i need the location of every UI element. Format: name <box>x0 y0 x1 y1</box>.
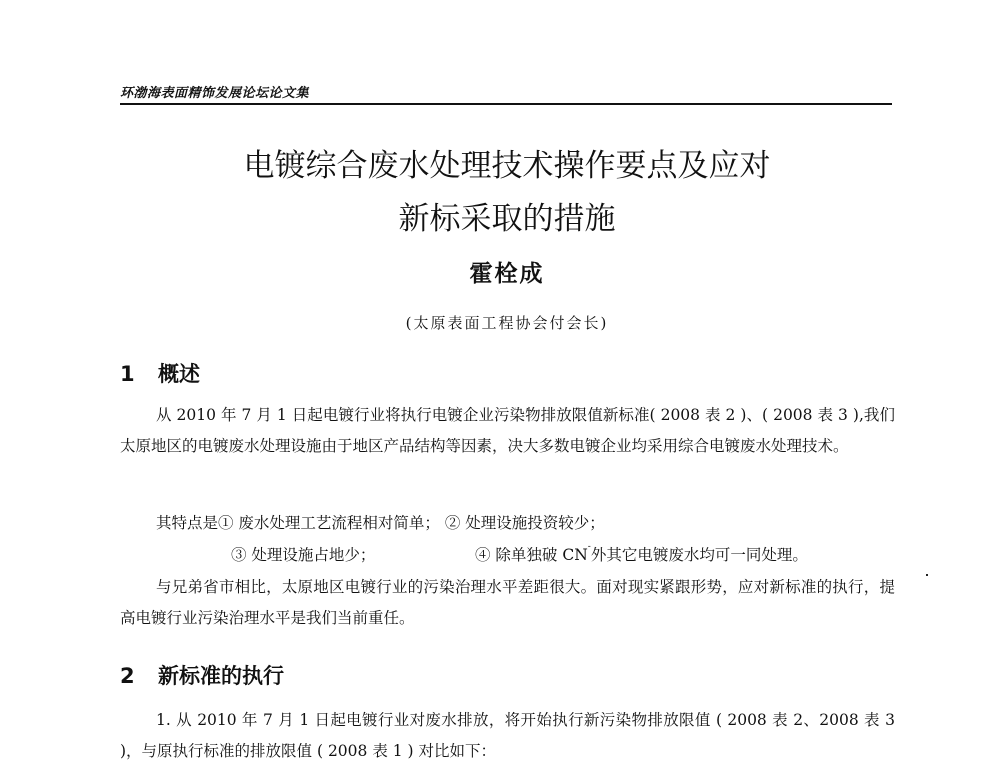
cyanide-charge-superscript: - <box>587 542 591 552</box>
feature-4-text: ④ 除单独破 CN <box>475 546 588 564</box>
running-header: 环渤海表面精饰发展论坛论文集 <box>120 86 310 101</box>
section-2-paragraph-1: 1. 从 2010 年 7 月 1 日起电镀行业对废水排放，将开始执行新污染物排放限值 ( 2008 表 2、2008 表 3 )，与原执行标准的排放限值 ( 2008 表 1 ) 对比如下： <box>120 711 895 760</box>
section-1-paragraph-2: 与兄弟省市相比，太原地区电镀行业的污染治理水平差距很大。面对现实紧跟形势，应对新标准的执行，提高电镀行业污染治理水平是我们当前重任。 <box>120 578 895 627</box>
paper-title-line-2: 新标采取的措施 <box>398 201 616 237</box>
feature-3: ③ 处理设施占地少； <box>231 546 376 564</box>
feature-4 <box>475 540 808 571</box>
section-1-paragraph-1: 从 2010 年 7 月 1 日起电镀行业将执行电镀企业污染物排放限值新标准( 2008 表 2 )、( 2008 表 3 ),我们太原地区的电镀废水处理设施由于地区产品结构等因素，决大多数电镀企业均采用综合电镀废水处理技术。 <box>120 406 895 455</box>
feature-4-text-tail: 外其它电镀废水均可一同处理。 <box>590 546 808 564</box>
affiliation: (太原表面工程协会付会长) <box>405 314 609 332</box>
section-heading-2 <box>120 660 284 690</box>
section-title: 新标准的执行 <box>158 664 284 688</box>
section-heading-1 <box>120 358 200 388</box>
author: 霍栓成 <box>469 260 545 287</box>
section-number: 2 <box>120 664 135 688</box>
features-line-1: 其特点是① 废水处理工艺流程相对简单； ② 处理设施投资较少； <box>156 514 605 532</box>
section-title: 概述 <box>158 362 200 386</box>
features-line-2 <box>231 540 891 571</box>
section-number: 1 <box>120 362 135 386</box>
stray-mark <box>926 574 928 576</box>
header-rule <box>120 103 892 105</box>
paper-title-line-1: 电镀综合废水处理技术操作要点及应对 <box>243 148 771 184</box>
